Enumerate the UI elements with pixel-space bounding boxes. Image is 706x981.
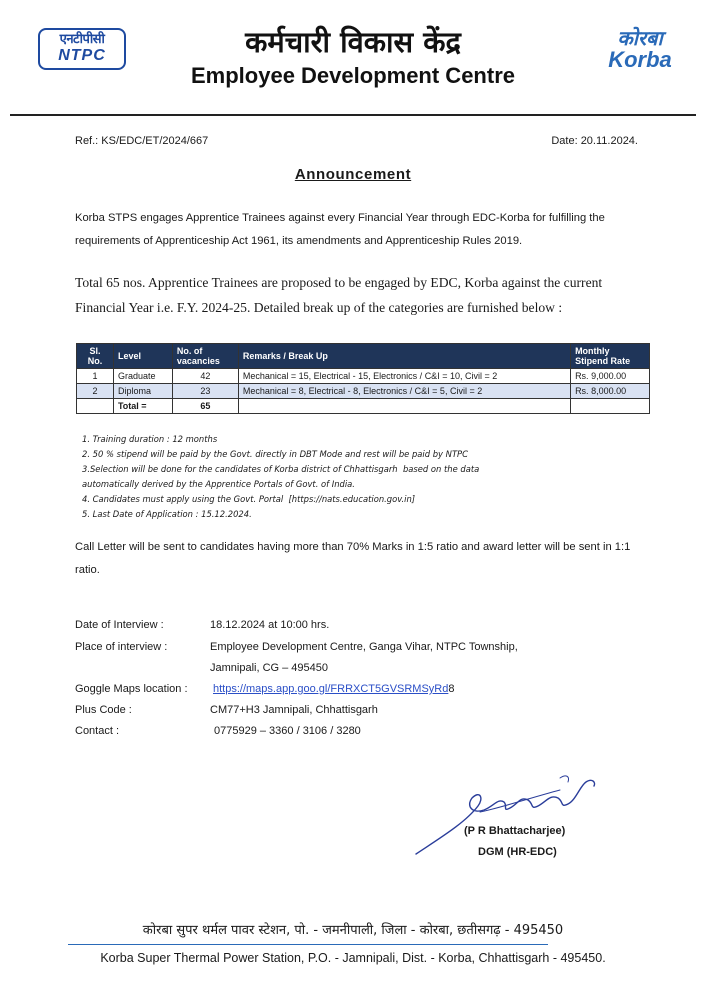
note-item: 4. Candidates must apply using the Govt. Portal [https://nats.education.gov.in]: [82, 494, 416, 504]
korba-logo-english: Korba: [608, 47, 672, 72]
cell-stipend: Rs. 9,000.00: [571, 369, 650, 384]
title-english: Employee Development Centre: [191, 63, 515, 88]
footer-address-hindi: कोरबा सुपर थर्मल पावर स्टेशन, पो. - जमनीपाली, जिला - कोरबा, छतीसगढ़ - 495450: [142, 923, 564, 938]
place-label: Place of interview :: [75, 641, 168, 653]
ntpc-logo-hindi: एनटीपीसी: [59, 32, 105, 47]
note-item: automatically derived by the Apprentice Portals of Govt. of India.: [82, 479, 355, 489]
document-date: Date: 20.11.2024.: [551, 135, 638, 147]
cell-vacancies: 23: [172, 384, 238, 399]
place-line2: Jamnipali, CG – 495450: [210, 662, 329, 674]
cell-sl: 1: [77, 369, 114, 384]
cell-stipend: Rs. 8,000.00: [571, 384, 650, 399]
cell-vacancies: 42: [172, 369, 238, 384]
cell-empty: [571, 399, 650, 414]
plus-code-label: Plus Code :: [75, 704, 132, 716]
maps-label: Goggle Maps location :: [75, 683, 188, 695]
cell-level: Diploma: [113, 384, 172, 399]
cell-empty: [77, 399, 114, 414]
handwritten-signature: [410, 768, 610, 858]
signatory-name: (P R Bhattacharjee): [464, 825, 566, 837]
interview-date-label: Date of Interview :: [75, 619, 164, 631]
footer-divider: [68, 944, 548, 945]
plus-code-value: CM77+H3 Jamnipali, Chhattisgarh: [210, 704, 378, 716]
header-stipend: Monthly Stipend Rate: [571, 344, 650, 369]
vacancy-paragraph: Total 65 nos. Apprentice Trainees are proposed to be engaged by EDC, Korba against the current Financial Year i.e. F.Y. 2024-25. Detailed break up of the categories are furnished below :: [75, 275, 603, 315]
note-item: 5. Last Date of Application : 15.12.2024.: [82, 509, 252, 519]
table-row: [77, 369, 650, 384]
header-level: Level: [113, 344, 172, 369]
maps-link-suffix: 8: [448, 683, 455, 695]
intro-paragraph: Korba STPS engages Apprentice Trainees against every Financial Year through EDC-Korba for fulfilling the requirements of Apprenticeship Act 1961, its amendments and Apprenticeship Rules 2019.: [75, 212, 605, 247]
maps-link[interactable]: https://maps.app.goo.gl/FRRXCT5GVSRMSyRd: [213, 683, 449, 695]
reference-number: Ref.: KS/EDC/ET/2024/667: [75, 135, 209, 147]
cell-total-label: Total =: [113, 399, 172, 414]
footer-address-english: Korba Super Thermal Power Station, P.O. - Jamnipali, Dist. - Korba, Chhattisgarh - 495450.: [100, 951, 606, 965]
contact-value: 0775929 – 3360 / 3106 / 3280: [214, 725, 361, 737]
vacancy-table: [76, 343, 650, 414]
cell-remarks: Mechanical = 15, Electrical - 15, Electronics / C&I = 10, Civil = 2: [238, 369, 570, 384]
table-total-row: [77, 399, 650, 414]
cell-level: Graduate: [113, 369, 172, 384]
note-item: 2. 50 % stipend will be paid by the Govt. directly in DBT Mode and rest will be paid by NTPC: [82, 449, 468, 459]
header-vacancies: No. of vacancies: [172, 344, 238, 369]
note-item: 1. Training duration : 12 months: [82, 434, 218, 444]
ntpc-logo: [38, 28, 126, 70]
table-row: [77, 384, 650, 399]
cell-empty: [238, 399, 570, 414]
maps-link-wrap: [213, 683, 455, 695]
header-remarks: Remarks / Break Up: [238, 344, 570, 369]
header-divider: [10, 114, 696, 116]
cell-sl: 2: [77, 384, 114, 399]
cell-total-value: 65: [172, 399, 238, 414]
call-letter-paragraph: Call Letter will be sent to candidates having more than 70% Marks in 1:5 ratio and award letter will be sent in 1:1 ratio.: [75, 541, 631, 576]
korba-logo-hindi: कोरबा: [617, 26, 663, 50]
header-sl: Sl. No.: [77, 344, 114, 369]
notes-list: [82, 432, 479, 522]
table-header-row: [77, 344, 650, 369]
place-line1: Employee Development Centre, Ganga Vihar, NTPC Township,: [210, 641, 518, 653]
note-item: 3.Selection will be done for the candidates of Korba district of Chhattisgarh based on the data: [82, 464, 480, 474]
signatory-title: DGM (HR-EDC): [478, 846, 557, 858]
title-hindi: कर्मचारी विकास केंद्र: [245, 25, 461, 59]
contact-label: Contact :: [75, 725, 120, 737]
ntpc-logo-english: NTPC: [58, 47, 106, 64]
cell-remarks: Mechanical = 8, Electrical - 8, Electronics / C&I = 5, Civil = 2: [238, 384, 570, 399]
interview-date-value: 18.12.2024 at 10:00 hrs.: [210, 619, 330, 631]
announcement-heading: Announcement: [294, 166, 412, 183]
